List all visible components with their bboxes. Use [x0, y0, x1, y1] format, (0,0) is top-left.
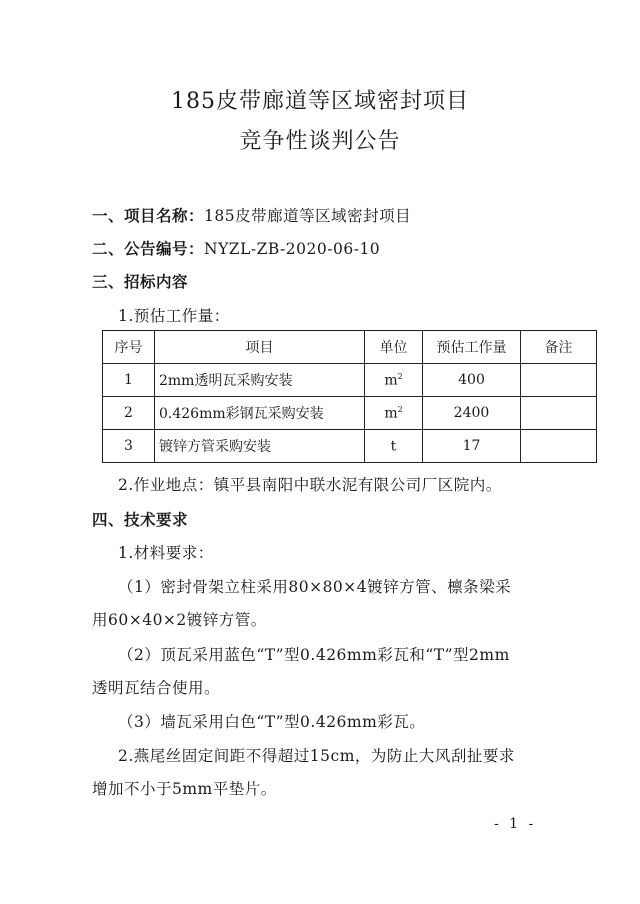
table-row — [103, 397, 597, 430]
row-qty: 17 — [423, 430, 521, 463]
title-line-2: 竞争性谈判公告 — [239, 129, 401, 154]
row-qty: 2400 — [423, 397, 521, 430]
unit-superscript: 2 — [397, 371, 403, 381]
unit-text: t — [390, 438, 397, 455]
requirement-2-line-1: （2）顶瓦采用蓝色“T”型0.426mm彩瓦和“T”型2mm — [118, 646, 510, 664]
project-name-label: 一、项目名称： — [92, 207, 205, 225]
row-qty: 400 — [423, 364, 521, 397]
row-unit — [365, 397, 423, 430]
row-note — [521, 364, 597, 397]
requirement-3: （3）墙瓦采用白色“T”型0.426mm彩瓦。 — [118, 713, 426, 731]
unit-superscript: 2 — [397, 404, 403, 414]
unit-text: m — [384, 405, 398, 422]
row-no: 3 — [103, 430, 155, 463]
technical-requirements-heading: 四、技术要求 — [92, 511, 189, 529]
notice-number-value: NYZL-ZB-2020-06-10 — [204, 240, 381, 258]
title-line-1: 185皮带廊道等区域密封项目 — [171, 89, 469, 114]
unit-text: m — [384, 372, 398, 389]
row-no: 2 — [103, 397, 155, 430]
row-item: 0.426mm彩钢瓦采购安装 — [155, 397, 365, 430]
table-row — [103, 364, 597, 397]
header-note: 备注 — [521, 331, 597, 364]
row-item: 镀锌方管采购安装 — [155, 430, 365, 463]
tender-content-heading: 三、招标内容 — [92, 273, 189, 291]
header-qty: 预估工作量 — [423, 331, 521, 364]
project-name-row — [92, 204, 411, 226]
row-note — [521, 397, 597, 430]
table-header-row — [103, 331, 597, 364]
workload-table — [102, 330, 597, 463]
requirement-1-line-2: 用60×40×2镀锌方管。 — [92, 611, 267, 629]
row-no: 1 — [103, 364, 155, 397]
notice-number-label: 二、公告编号： — [92, 240, 205, 258]
requirement-4-line-1: 2.燕尾丝固定间距不得超过15cm，为防止大风刮扯要求 — [118, 747, 515, 765]
requirement-2-line-2: 透明瓦结合使用。 — [92, 679, 221, 697]
requirement-1-line-1: （1）密封骨架立柱采用80×80×4镀锌方管、檩条梁采 — [118, 578, 512, 596]
workload-heading: 1.预估工作量： — [118, 307, 230, 325]
header-item: 项目 — [155, 331, 365, 364]
notice-number-row — [92, 237, 380, 259]
materials-heading: 1.材料要求： — [118, 544, 214, 562]
row-note — [521, 430, 597, 463]
page-number: - 1 - — [494, 816, 537, 832]
header-unit: 单位 — [365, 331, 423, 364]
table-row — [103, 430, 597, 463]
requirement-4-line-2: 增加不小于5mm平垫片。 — [92, 780, 277, 798]
work-location: 2.作业地点：镇平县南阳中联水泥有限公司厂区院内。 — [118, 476, 502, 494]
row-unit — [365, 364, 423, 397]
row-item: 2mm透明瓦采购安装 — [155, 364, 365, 397]
project-name-value: 185皮带廊道等区域密封项目 — [204, 207, 412, 225]
row-unit — [365, 430, 423, 463]
header-no: 序号 — [103, 331, 155, 364]
